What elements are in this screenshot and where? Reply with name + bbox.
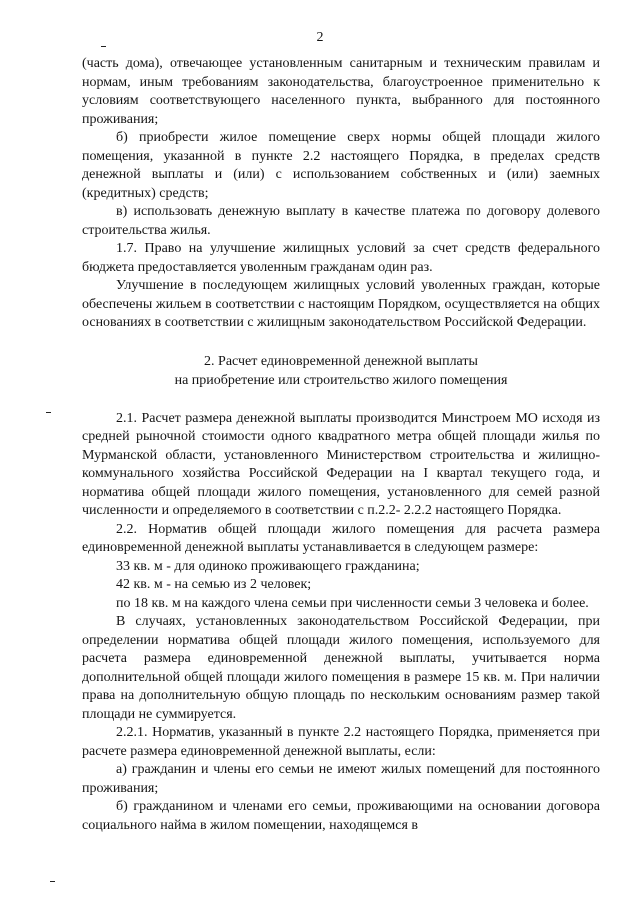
scan-mark xyxy=(101,46,106,47)
paragraph-continuation: (часть дома), отвечающее установленным санитарным и техническим правилам и нормам, иным требованиям законодательства, благоустроенное применительно к условиям соответствующего населенного пункта, выбранного для постоянного проживания; xyxy=(82,56,600,127)
section-heading-line2: на приобретение или строительство жилого помещения xyxy=(174,372,508,388)
document-body xyxy=(82,55,600,835)
scan-mark xyxy=(50,881,55,882)
list-item-42: 42 кв. м - на семью из 2 человек; xyxy=(116,577,312,592)
paragraph-item-b: б) приобрести жилое помещение сверх нормы общей площади жилого помещения, указанной в пункте 2.2 настоящего Порядка, в пределах средств денежной выплаты и (или) с использованием собственных и (или) заемных (кредитных) средств; xyxy=(82,130,600,201)
list-item-33: 33 кв. м - для одиноко проживающего гражданина; xyxy=(116,558,420,574)
scan-mark xyxy=(46,412,51,413)
paragraph-2-1: 2.1. Расчет размера денежной выплаты производится Минстроем МО исходя из средней рыночной стоимости одного квадратного метра общей площади жилья по Мурманской области, установленного Министерством строительства и жилищно-коммунального хозяйства Российской Федерации на I квартал текущего года, и норматива общей площади жилого помещения, установленного для семей разной численности и определяемого в соответствии с п.2.2- 2.2.2 настоящего Порядка. xyxy=(82,410,600,518)
paragraph-item-b-2: б) гражданином и членами его семьи, проживающими на основании договора социального найма в жилом помещении, находящемся в xyxy=(82,799,600,833)
paragraph-item-a: а) гражданин и члены его семьи не имеют жилых помещений для постоянного проживания; xyxy=(82,762,600,796)
paragraph-cases: В случаях, установленных законодательством Российской Федерации, при определении норматива общей площади жилого помещения, используемого для расчета размера единовременной денежной выплаты, учитывается норма дополнительной общей площади жилого помещения в размере 15 кв. м. При наличии права на дополнительную общую площадь по нескольким основаниям размер такой площади не суммируется. xyxy=(82,614,600,722)
paragraph-1-7: 1.7. Право на улучшение жилищных условий за счет средств федерального бюджета предоставляется уволенным гражданам один раз. xyxy=(82,241,600,275)
paragraph-2-2: 2.2. Норматив общей площади жилого помещения для расчета размера единовременной денежной выплаты устанавливается в следующем размере: xyxy=(82,521,600,555)
section-heading xyxy=(82,352,600,390)
paragraph-item-v: в) использовать денежную выплату в качестве платежа по договору долевого строительства жилья. xyxy=(82,204,600,238)
list-item-18: по 18 кв. м на каждого члена семьи при численности семьи 3 человека и более. xyxy=(116,595,589,611)
paragraph-improvement: Улучшение в последующем жилищных условий уволенных граждан, которые обеспечены жильем в соответствии с настоящим Порядком, осуществляется на общих основаниях в соответствии с жилищным законодательством Российской Федерации. xyxy=(82,278,600,330)
paragraph-2-2-1: 2.2.1. Норматив, указанный в пункте 2.2 настоящего Порядка, применяется при расчете размера единовременной денежной выплаты, если: xyxy=(82,725,600,759)
page-number: 2 xyxy=(316,30,324,45)
section-heading-line1: 2. Расчет единовременной денежной выплаты xyxy=(204,353,478,369)
